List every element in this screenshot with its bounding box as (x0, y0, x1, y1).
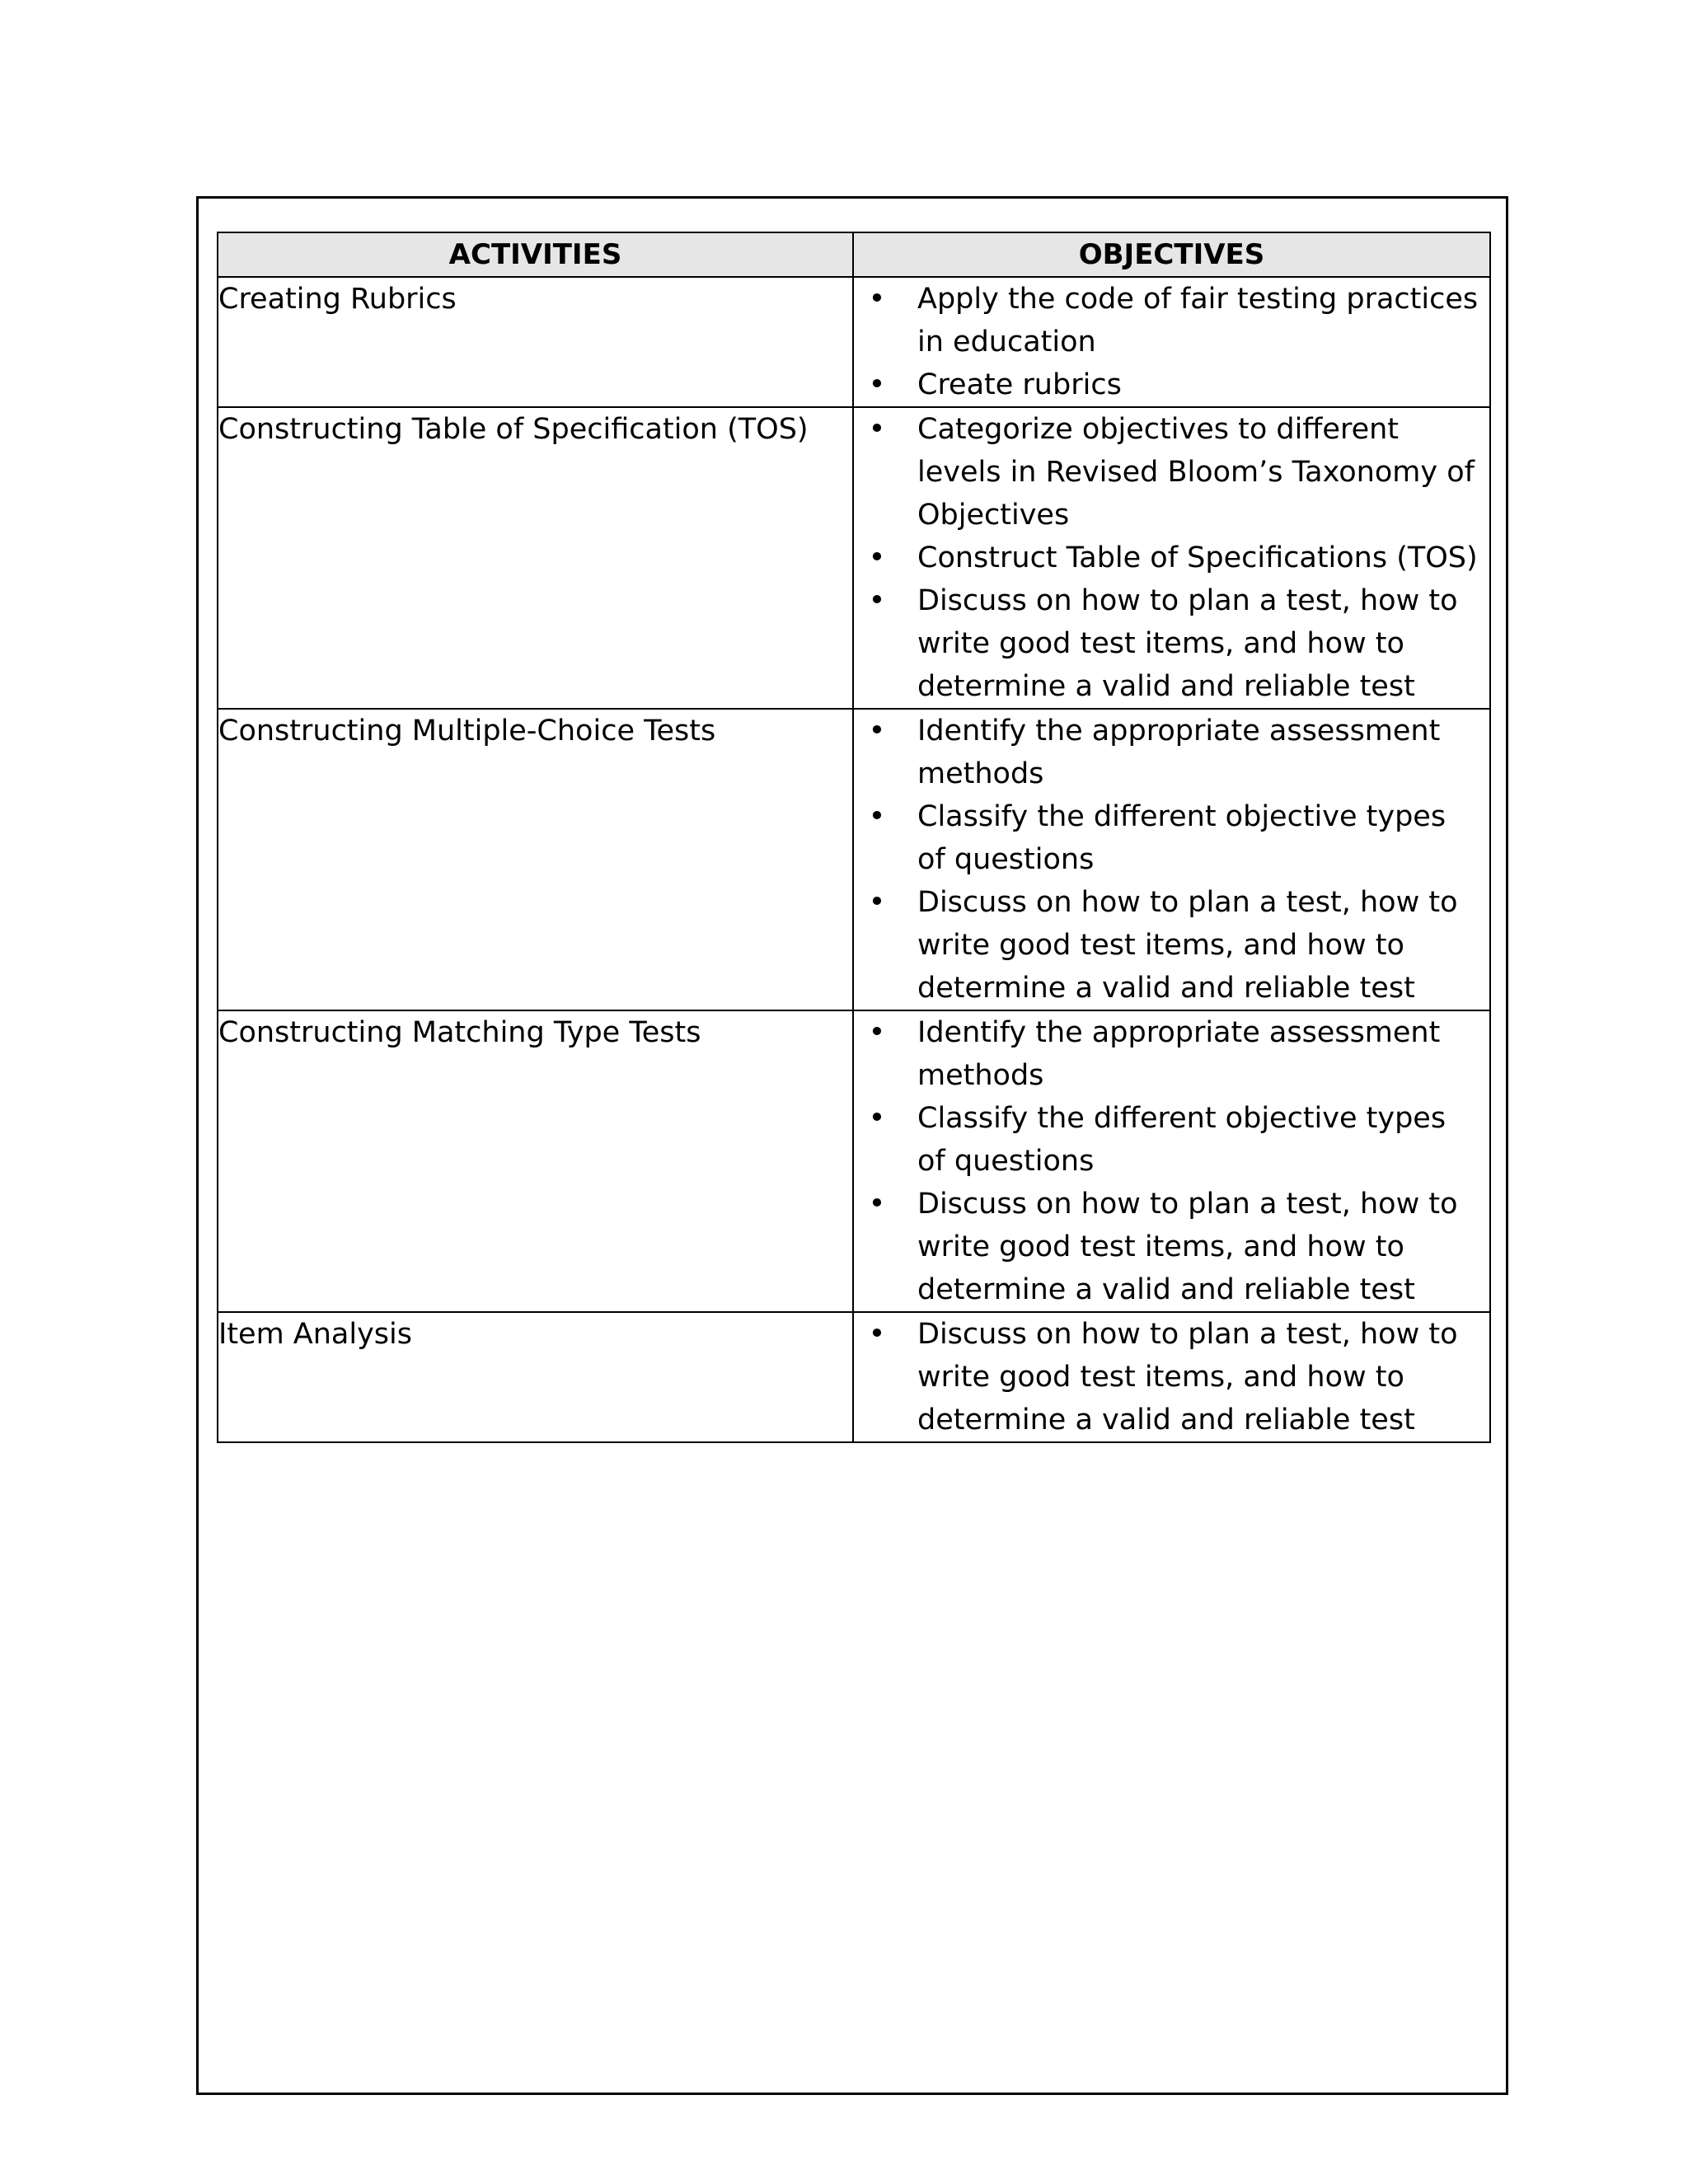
objectives-list (854, 408, 1489, 708)
objective-item (854, 1097, 1481, 1183)
activity-cell: Constructing Matching Type Tests (218, 1010, 853, 1312)
objectives-column-header: OBJECTIVES (853, 232, 1490, 277)
objectives-cell (853, 709, 1490, 1010)
bullet-icon: • (868, 1318, 886, 1351)
objective-text: Classify the different objective types of questions (917, 1102, 1447, 1178)
objectives-cell (853, 407, 1490, 709)
bullet-icon: • (868, 1188, 886, 1221)
activities-column-header: ACTIVITIES (218, 232, 853, 277)
bullet-icon: • (868, 584, 886, 617)
bullet-icon: • (868, 541, 886, 574)
bullet-icon: • (868, 1016, 886, 1049)
objective-item (854, 710, 1481, 795)
objective-text: Discuss on how to plan a test, how to write good test items, and how to determine a valid and reliable test (917, 886, 1458, 1005)
objective-text: Discuss on how to plan a test, how to write good test items, and how to determine a valid and reliable test (917, 584, 1458, 703)
objective-text: Create rubrics (917, 368, 1122, 401)
objective-item (854, 1313, 1481, 1441)
objective-text: Identify the appropriate assessment methods (917, 1016, 1441, 1092)
objectives-cell (853, 1312, 1490, 1442)
table-row (218, 277, 1490, 407)
activity-cell: Item Analysis (218, 1312, 853, 1442)
bullet-icon: • (868, 1102, 886, 1135)
objectives-list (854, 278, 1489, 406)
objective-text: Construct Table of Specifications (TOS) (917, 541, 1478, 574)
objective-text: Discuss on how to plan a test, how to write good test items, and how to determine a valid and reliable test (917, 1318, 1458, 1436)
table-row (218, 407, 1490, 709)
objective-item (854, 795, 1481, 881)
bullet-icon: • (868, 283, 886, 316)
objective-text: Categorize objectives to different levels in Revised Bloom’s Taxonomy of Objectives (917, 413, 1475, 532)
objective-item (854, 278, 1481, 363)
bullet-icon: • (868, 368, 886, 401)
objective-item (854, 1183, 1481, 1311)
objectives-cell (853, 277, 1490, 407)
objective-item (854, 408, 1481, 537)
objectives-list (854, 710, 1489, 1010)
table-row (218, 1312, 1490, 1442)
bullet-icon: • (868, 715, 886, 748)
table-row (218, 709, 1490, 1010)
objective-text: Classify the different objective types of questions (917, 800, 1447, 876)
bullet-icon: • (868, 800, 886, 833)
objectives-list (854, 1313, 1489, 1441)
table-row (218, 1010, 1490, 1312)
objective-text: Discuss on how to plan a test, how to write good test items, and how to determine a valid and reliable test (917, 1188, 1458, 1306)
objective-item (854, 1011, 1481, 1097)
objective-item (854, 579, 1481, 708)
objective-item (854, 881, 1481, 1010)
objective-text: Identify the appropriate assessment methods (917, 715, 1441, 790)
objectives-list (854, 1011, 1489, 1311)
objective-item (854, 363, 1481, 406)
activities-objectives-table (217, 232, 1491, 1443)
activity-cell: Creating Rubrics (218, 277, 853, 407)
bullet-icon: • (868, 413, 886, 446)
table-header-row (218, 232, 1490, 277)
bullet-icon: • (868, 886, 886, 919)
objectives-cell (853, 1010, 1490, 1312)
activity-cell: Constructing Multiple-Choice Tests (218, 709, 853, 1010)
activity-cell: Constructing Table of Specification (TOS) (218, 407, 853, 709)
objective-text: Apply the code of fair testing practices in education (917, 283, 1479, 359)
objective-item (854, 537, 1481, 579)
